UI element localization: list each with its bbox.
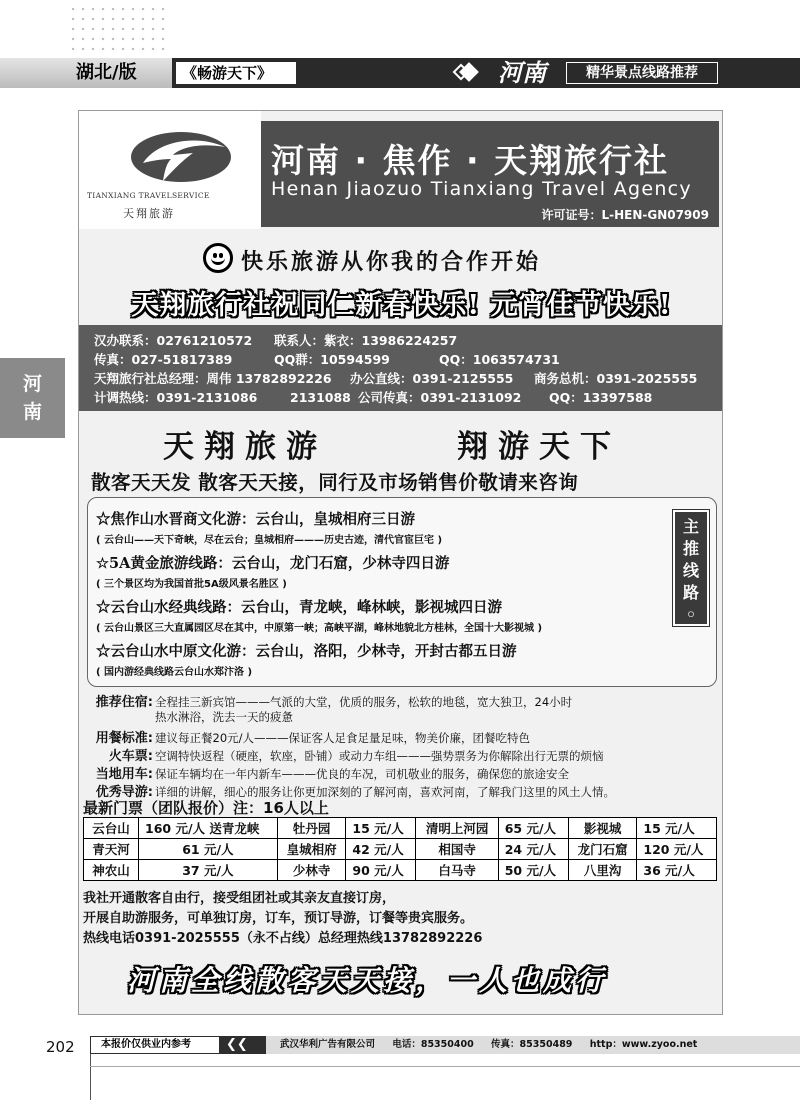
info-text: 详细的讲解，细心的服务让你更加深刻的了解河南，喜欢河南，了解我门这里的风土人情。 (155, 785, 615, 799)
route-title: ☆焦作山水晋商文化游：云台山，皇城相府三日游 (96, 511, 415, 528)
divider (90, 1054, 91, 1100)
logo-chinese-text: 天翔旅游 (123, 207, 175, 220)
table-cell: 61 元/人 (139, 839, 278, 860)
table-cell: 36 元/人 (637, 860, 717, 881)
side-province-tab (0, 358, 65, 438)
smiley-icon (203, 243, 233, 273)
route-title: ☆云台山水经典线路：云台山，青龙峡，峰林峡，影视城四日游 (96, 599, 502, 616)
table-cell: 15 元/人 (637, 818, 717, 839)
info-text: 全程挂三新宾馆———气派的大堂，优质的服务，松软的地毯，宽大独卫，24小时 (155, 695, 573, 709)
table-cell: 24 元/人 (498, 839, 568, 860)
publisher-fax: 传真：85350489 (491, 1039, 573, 1050)
contact-item: QQ：1063574731 (439, 352, 560, 367)
contact-item: 计调热线：0391-2131086 (94, 390, 258, 405)
swoosh-logo-icon (129, 129, 234, 184)
route-note: ( 云台山景区三大直属园区尽在其中，中原第一峡；高峡平湖，峰林地貌北方桂林，全国十大影视城 ) (96, 623, 543, 634)
region-label: 湖北/版 (0, 58, 172, 88)
main-route-badge (673, 510, 709, 626)
decorative-dots (68, 4, 168, 50)
table-cell: 160 元/人 送青龙峡 (139, 818, 278, 839)
info-label: 用餐标准: (95, 731, 153, 746)
table-cell: 50 元/人 (498, 860, 568, 881)
info-label: 优秀导游: (95, 785, 153, 800)
info-row (83, 763, 569, 782)
new-year-greeting: 天翔旅行社祝同仁新春快乐! 元宵佳节快乐! (131, 290, 672, 321)
route-note: ( 三个景区均为我国首批5A级风景名胜区 ) (96, 579, 287, 590)
badge-char: 线 (682, 561, 699, 580)
contact-item: 商务总机：0391-2025555 (534, 371, 698, 386)
table-cell: 少林寺 (277, 860, 346, 881)
happy-travel-slogan: 快乐旅游从你我的合作开始 (241, 250, 542, 275)
contact-item: 联系人：紫衣：13986224257 (274, 333, 458, 348)
table-cell: 青天河 (84, 839, 139, 860)
info-text: 保证车辆均在一年内新车———优良的车况，司机敬业的服务，确保您的旅途安全 (155, 767, 569, 781)
info-text: 空调特快返程（硬座，软座，卧铺）或动力车组———强势票务为你解除出行无票的烦恼 (155, 749, 604, 763)
table-row (84, 860, 717, 881)
publisher-website: http：www.zyoo.net (589, 1039, 698, 1050)
publisher-info (266, 1036, 800, 1054)
contact-item: 传真：027-51817389 (94, 352, 233, 367)
publisher-name: 武汉华利广告有限公司 (280, 1039, 376, 1050)
table-row (84, 839, 717, 860)
brush-slogan-left: 天翔旅游 (163, 429, 327, 465)
service-line: 开展自助游服务，可单独订房，订车，预订导游，订餐等贵宾服务。 (83, 911, 474, 926)
license-number: 许可证号：L-HEN-GN07909 (541, 208, 709, 222)
table-cell: 白马寺 (416, 860, 498, 881)
route-note: ( 国内游经典线路云台山水郑汴洛 ) (96, 667, 253, 678)
route-title: ☆云台山水中原文化游：云台山，洛阳，少林寺，开封古都五日游 (96, 643, 517, 660)
info-row (83, 709, 293, 725)
footer-bar (90, 1036, 800, 1054)
featured-routes (87, 497, 717, 687)
info-row (83, 691, 572, 710)
closing-slogan: 河南全线散客天天接，一人也成行 (127, 964, 608, 997)
table-cell: 龙门石窟 (568, 839, 637, 860)
publisher-phone: 电话：85350400 (392, 1039, 474, 1050)
badge-char: 主 (682, 517, 699, 536)
info-row (83, 727, 530, 746)
contact-item: 天翔旅行社总经理：周伟 13782892226 (94, 371, 332, 386)
info-text: 建议每正餐20元/人———保证客人足食足量足味，物美价廉，团餐吃特色 (155, 731, 531, 745)
agency-title-chinese: 河南 · 焦作 · 天翔旅行社 (271, 141, 670, 180)
service-line: 我社开通散客自由行，接受组团社或其亲友直接订房， (83, 891, 396, 906)
table-cell: 清明上河园 (416, 818, 498, 839)
contact-item: 公司传真：0391-2131092 (358, 390, 522, 405)
contact-panel (79, 325, 723, 411)
agency-logo (79, 111, 261, 229)
table-cell: 影视城 (568, 818, 637, 839)
info-row (83, 745, 604, 764)
contact-item: 汉办联系：02761210572 (94, 333, 253, 348)
brush-slogan-right: 翔游天下 (457, 429, 621, 465)
province-name: 河南 (498, 58, 546, 87)
table-cell: 42 元/人 (346, 839, 416, 860)
info-label: 当地用车: (95, 767, 153, 782)
info-text: 热水淋浴，洗去一天的疲惫 (155, 710, 293, 724)
table-cell: 90 元/人 (346, 860, 416, 881)
agency-title-english: Henan Jiaozuo Tianxiang Travel Agency (271, 178, 692, 200)
table-cell: 皇城相府 (277, 839, 346, 860)
top-bar (0, 58, 800, 88)
route-title: ☆5A黄金旅游线路：云台山，龙门石窟，少林寺四日游 (96, 555, 450, 572)
recommend-label: 精华景点线路推荐 (566, 62, 718, 84)
route-note: ( 云台山——天下奇峡，尽在云台；皇城相府———历史古迹，清代官宦巨宅 ) (96, 535, 443, 546)
table-cell: 相国寺 (416, 839, 498, 860)
agency-title-box (261, 121, 719, 227)
side-tab-char: 河 (22, 373, 42, 395)
info-label: 火车票: (108, 749, 153, 764)
service-info (83, 889, 482, 949)
table-cell: 神农山 (84, 860, 139, 881)
contact-item: 2131088 (290, 390, 351, 405)
divider (90, 1066, 800, 1067)
reference-note: 本报价仅供业内参考 (90, 1036, 220, 1054)
logo-english-text: TIANXIANG TRAVELSERVICE (87, 191, 210, 200)
badge-char: 路 (682, 583, 699, 602)
contact-item: 办公直线：0391-2125555 (350, 371, 514, 386)
contact-item: QQ：13397588 (549, 390, 653, 405)
magazine-title: 《畅游天下》 (176, 62, 296, 84)
info-label: 推荐住宿: (95, 695, 153, 710)
badge-char: ◦ (685, 605, 697, 624)
daily-departure-banner: 散客天天发 散客天天接，同行及市场销售价敬请来咨询 (91, 471, 579, 494)
table-cell: 65 元/人 (498, 818, 568, 839)
table-cell: 云台山 (84, 818, 139, 839)
contact-item: QQ群：10594599 (274, 352, 390, 367)
table-cell: 八里沟 (568, 860, 637, 881)
table-cell: 牡丹园 (277, 818, 346, 839)
table-row (84, 818, 717, 839)
badge-char: 推 (682, 539, 699, 558)
page-number: 202 (46, 1038, 75, 1056)
table-cell: 37 元/人 (139, 860, 278, 881)
ticket-price-title: 最新门票（团队报价）注：16人以上 (83, 799, 329, 817)
table-cell: 15 元/人 (346, 818, 416, 839)
double-chevron-icon: ❮❮ (226, 1037, 248, 1052)
ticket-price-table (83, 817, 717, 881)
travel-agency-ad (78, 110, 723, 1015)
side-tab-char: 南 (22, 401, 42, 423)
table-cell: 120 元/人 (637, 839, 717, 860)
hotline: 热线电话0391-2025555（永不占线）总经理热线13782892226 (83, 931, 483, 946)
